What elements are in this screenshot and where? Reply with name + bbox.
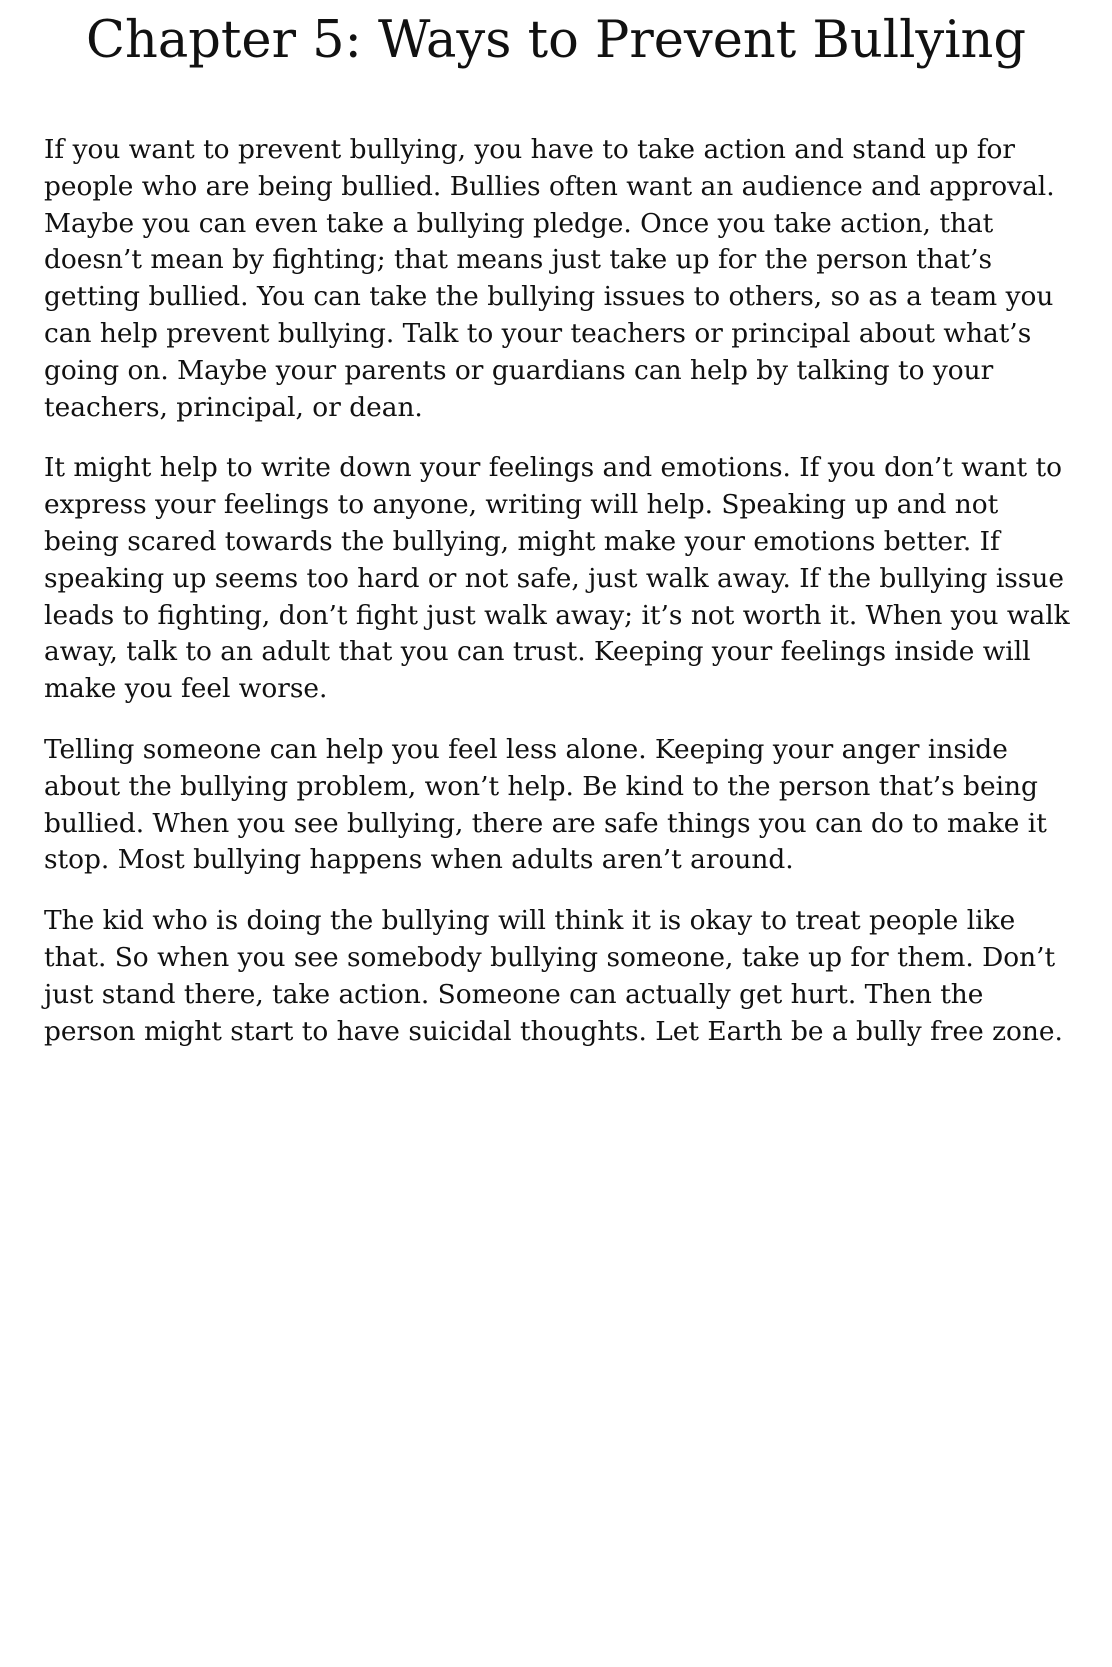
chapter-body	[44, 132, 1074, 1074]
chapter-title: Chapter 5: Ways to Prevent Bullying	[85, 11, 1026, 70]
paragraph-3: Telling someone can help you feel less alone. Keeping your anger inside about the bullying problem, won’t help. Be kind to the person that’s being bullied. When you see bullying, there are safe things you can do to make it stop. Most bullying happens when adults aren’t around.	[44, 733, 1047, 876]
paragraph-2: It might help to write down your feelings and emotions. If you don’t want to express your feelings to anyone, writing will help. Speaking up and not being scared towards the bullying, might make your emotions better. If speaking up seems too hard or not safe, just walk away. If the bullying issue leads to fighting, don’t fight just walk away; it’s not worth it. When you walk away, talk to an adult that you can trust. Keeping your feelings inside will make you feel worse.	[44, 452, 1070, 705]
paragraph-1: If you want to prevent bullying, you have to take action and stand up for people who are being bullied. Bullies often want an audience and approval. Maybe you can even take a bullying pledge. Once you take action, that doesn’t mean by fighting; that means just take up for the person that’s getting bullied. You can take the bullying issues to others, so as a team you can help prevent bullying. Talk to your teachers or principal about what’s going on. Maybe your parents or guardians can help by talking to your teachers, principal, or dean.	[44, 134, 1055, 423]
paragraph-4: The kid who is doing the bullying will think it is okay to treat people like that. So when you see somebody bullying someone, take up for them. Don’t just stand there, take action. Someone can actually get hurt. Then the person might start to have suicidal thoughts. Let Earth be a bully free zone.	[44, 905, 1063, 1047]
